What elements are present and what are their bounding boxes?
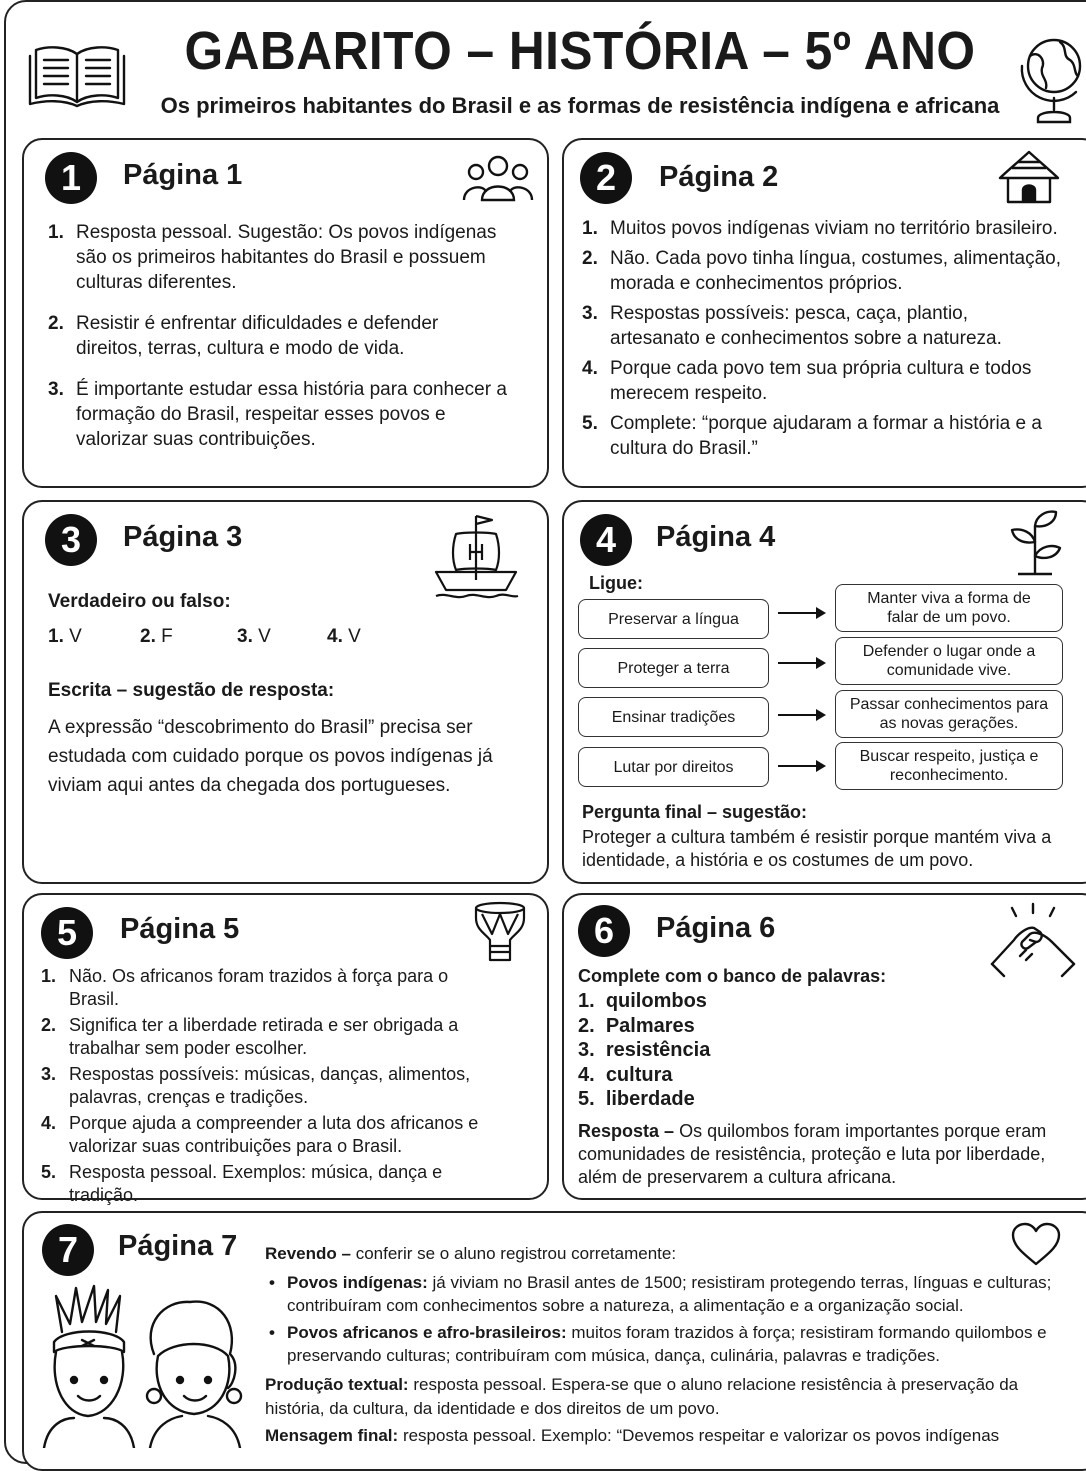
match-left-item: Ensinar tradições	[578, 697, 769, 737]
answer-item: 4. Porque cada povo tem sua própria cultura e todos merecem respeito.	[582, 358, 1032, 404]
match-left-item: Lutar por direitos	[578, 747, 769, 787]
page-1-answers	[48, 220, 508, 452]
clasped-hands-icon	[990, 902, 1076, 983]
text-production: Produção textual: resposta pessoal. Espera-se que o aluno relacione resistência à preservação da história, da cultura, da identidade e dos direitos de um povo.	[265, 1375, 1019, 1418]
review-intro: Revendo – conferir se o aluno registrou corretamente:	[265, 1244, 677, 1263]
review-bullets	[265, 1271, 1065, 1367]
written-answer-text: A expressão “descobrimento do Brasil” precisa ser estudada com cuidado porque os povos indígenas já viviam aqui antes da chegada dos portugueses.	[48, 717, 493, 796]
match-right-item: Defender o lugar onde a comunidade vive.	[835, 637, 1063, 685]
globe-icon	[1016, 26, 1086, 131]
answer-item: 5. Resposta pessoal. Exemplos: música, dança e tradição.	[41, 1162, 443, 1205]
answer-item: 2. Resistir é enfrentar dificuldades e defender direitos, terras, cultura e modo de vida.	[48, 313, 439, 359]
page-title: GABARITO – HISTÓRIA – 5º ANO	[184, 21, 976, 81]
word-answer: 4. cultura	[578, 1063, 673, 1086]
word-bank-answers	[578, 989, 710, 1112]
section-title-1: Página 1	[123, 159, 243, 191]
answer-item: 2. Não. Cada povo tinha língua, costumes, alimentação, morada e conhecimentos próprios.	[582, 248, 1061, 294]
section-number-5: 5	[41, 907, 93, 959]
final-question-title: Pergunta final – sugestão:	[582, 802, 808, 822]
review-bullet: • Povos indígenas: já viviam no Brasil antes de 1500; resistiram protegendo terras, línguas e culturas; contribuíram com conhecimentos sobre a natureza, a alimentação e a organização social.	[265, 1271, 1065, 1317]
written-answer-title: Escrita – sugestão de resposta:	[48, 680, 335, 701]
true-false-answers	[48, 624, 428, 649]
match-right-item: Buscar respeito, justiça e reconhecimento.	[835, 742, 1063, 790]
answer-item: 4. Porque ajuda a compreender a luta dos africanos e valorizar suas contribuições para o Brasil.	[41, 1113, 479, 1156]
answer-item: 3. É importante estudar essa história para conhecer a formação do Brasil, respeitar esses povos e valorizar suas contribuições.	[48, 379, 507, 450]
final-question-text: Proteger a cultura também é resistir porque mantém viva a identidade, a história e os costumes de um povo.	[582, 827, 1052, 870]
word-bank-response: Resposta – Os quilombos foram importantes porque eram comunidades de resistência, proteção e luta por liberdade, além de preservarem a cultura africana.	[578, 1121, 1047, 1187]
tf-answer: 3. V	[237, 626, 271, 647]
section-number-1: 1	[45, 152, 97, 204]
tf-answer: 2. F	[140, 626, 173, 647]
arrow-icon	[778, 612, 824, 614]
children-illustration	[34, 1284, 254, 1453]
answer-item: 3. Respostas possíveis: músicas, danças, alimentos, palavras, crenças e tradições.	[41, 1064, 471, 1107]
section-title-3: Página 3	[123, 521, 243, 553]
section-title-7: Página 7	[118, 1230, 238, 1262]
match-left-item: Proteger a terra	[578, 648, 769, 688]
review-bullet: • Povos africanos e afro-brasileiros: muitos foram trazidos à força; resistiram formando quilombos e preservando culturas; contribuíram com música, dança, culinária, palavras e tradições.	[265, 1321, 1065, 1367]
section-title-4: Página 4	[656, 521, 776, 553]
arrow-icon	[778, 765, 824, 767]
word-answer: 3. resistência	[578, 1039, 711, 1061]
answer-item: 2. Significa ter a liberdade retirada e ser obrigada a trabalhar sem poder escolher.	[41, 1015, 459, 1058]
page-5-answers	[41, 965, 501, 1207]
true-false-title: Verdadeiro ou falso:	[48, 591, 231, 612]
page-subtitle: Os primeiros habitantes do Brasil e as formas de resistência indígena e africana	[160, 93, 1000, 118]
word-bank-title: Complete com o banco de palavras:	[578, 966, 887, 986]
page-2-answers	[582, 216, 1062, 461]
tf-answer: 1. V	[48, 626, 82, 647]
caravel-ship-icon	[432, 510, 520, 605]
heart-icon	[1010, 1222, 1062, 1273]
answer-item: 1. Muitos povos indígenas viviam no território brasileiro.	[582, 218, 1058, 239]
section-number-7: 7	[42, 1224, 94, 1276]
hut-icon	[998, 148, 1060, 211]
match-right-item: Passar conhecimentos para as novas gerações.	[835, 690, 1063, 738]
section-title-5: Página 5	[120, 913, 240, 945]
section-number-3: 3	[45, 514, 97, 566]
section-number-6: 6	[578, 905, 630, 957]
match-instruction: Ligue:	[589, 573, 643, 593]
answer-item: 1. Resposta pessoal. Sugestão: Os povos indígenas são os primeiros habitantes do Brasil e possuem culturas diferentes.	[48, 222, 497, 293]
section-number-4: 4	[580, 514, 632, 566]
final-message: Mensagem final: resposta pessoal. Exemplo: “Devemos respeitar e valorizar os povos indígenas	[265, 1426, 1000, 1445]
plant-sprout-icon	[1006, 508, 1064, 583]
tf-answer: 4. V	[327, 626, 361, 647]
word-answer: 5. liberdade	[578, 1088, 695, 1110]
section-title-6: Página 6	[656, 912, 776, 944]
drum-icon	[472, 900, 528, 971]
word-answer: 2. Palmares	[578, 1014, 695, 1037]
match-left-item: Preservar a língua	[578, 599, 769, 639]
people-group-icon	[462, 152, 534, 209]
answer-item: 5. Complete: “porque ajudaram a formar a história e a cultura do Brasil.”	[582, 413, 1042, 459]
arrow-icon	[778, 714, 824, 716]
answer-item: 3. Respostas possíveis: pesca, caça, plantio, artesanato e conhecimentos sobre a natureza.	[582, 303, 1002, 349]
match-right-item: Manter viva a forma de falar de um povo.	[835, 584, 1063, 632]
arrow-icon	[778, 662, 824, 664]
answer-item: 1. Não. Os africanos foram trazidos à força para o Brasil.	[41, 966, 449, 1009]
section-title-2: Página 2	[659, 161, 779, 193]
word-answer: 1. quilombos	[578, 990, 707, 1012]
section-number-2: 2	[580, 152, 632, 204]
